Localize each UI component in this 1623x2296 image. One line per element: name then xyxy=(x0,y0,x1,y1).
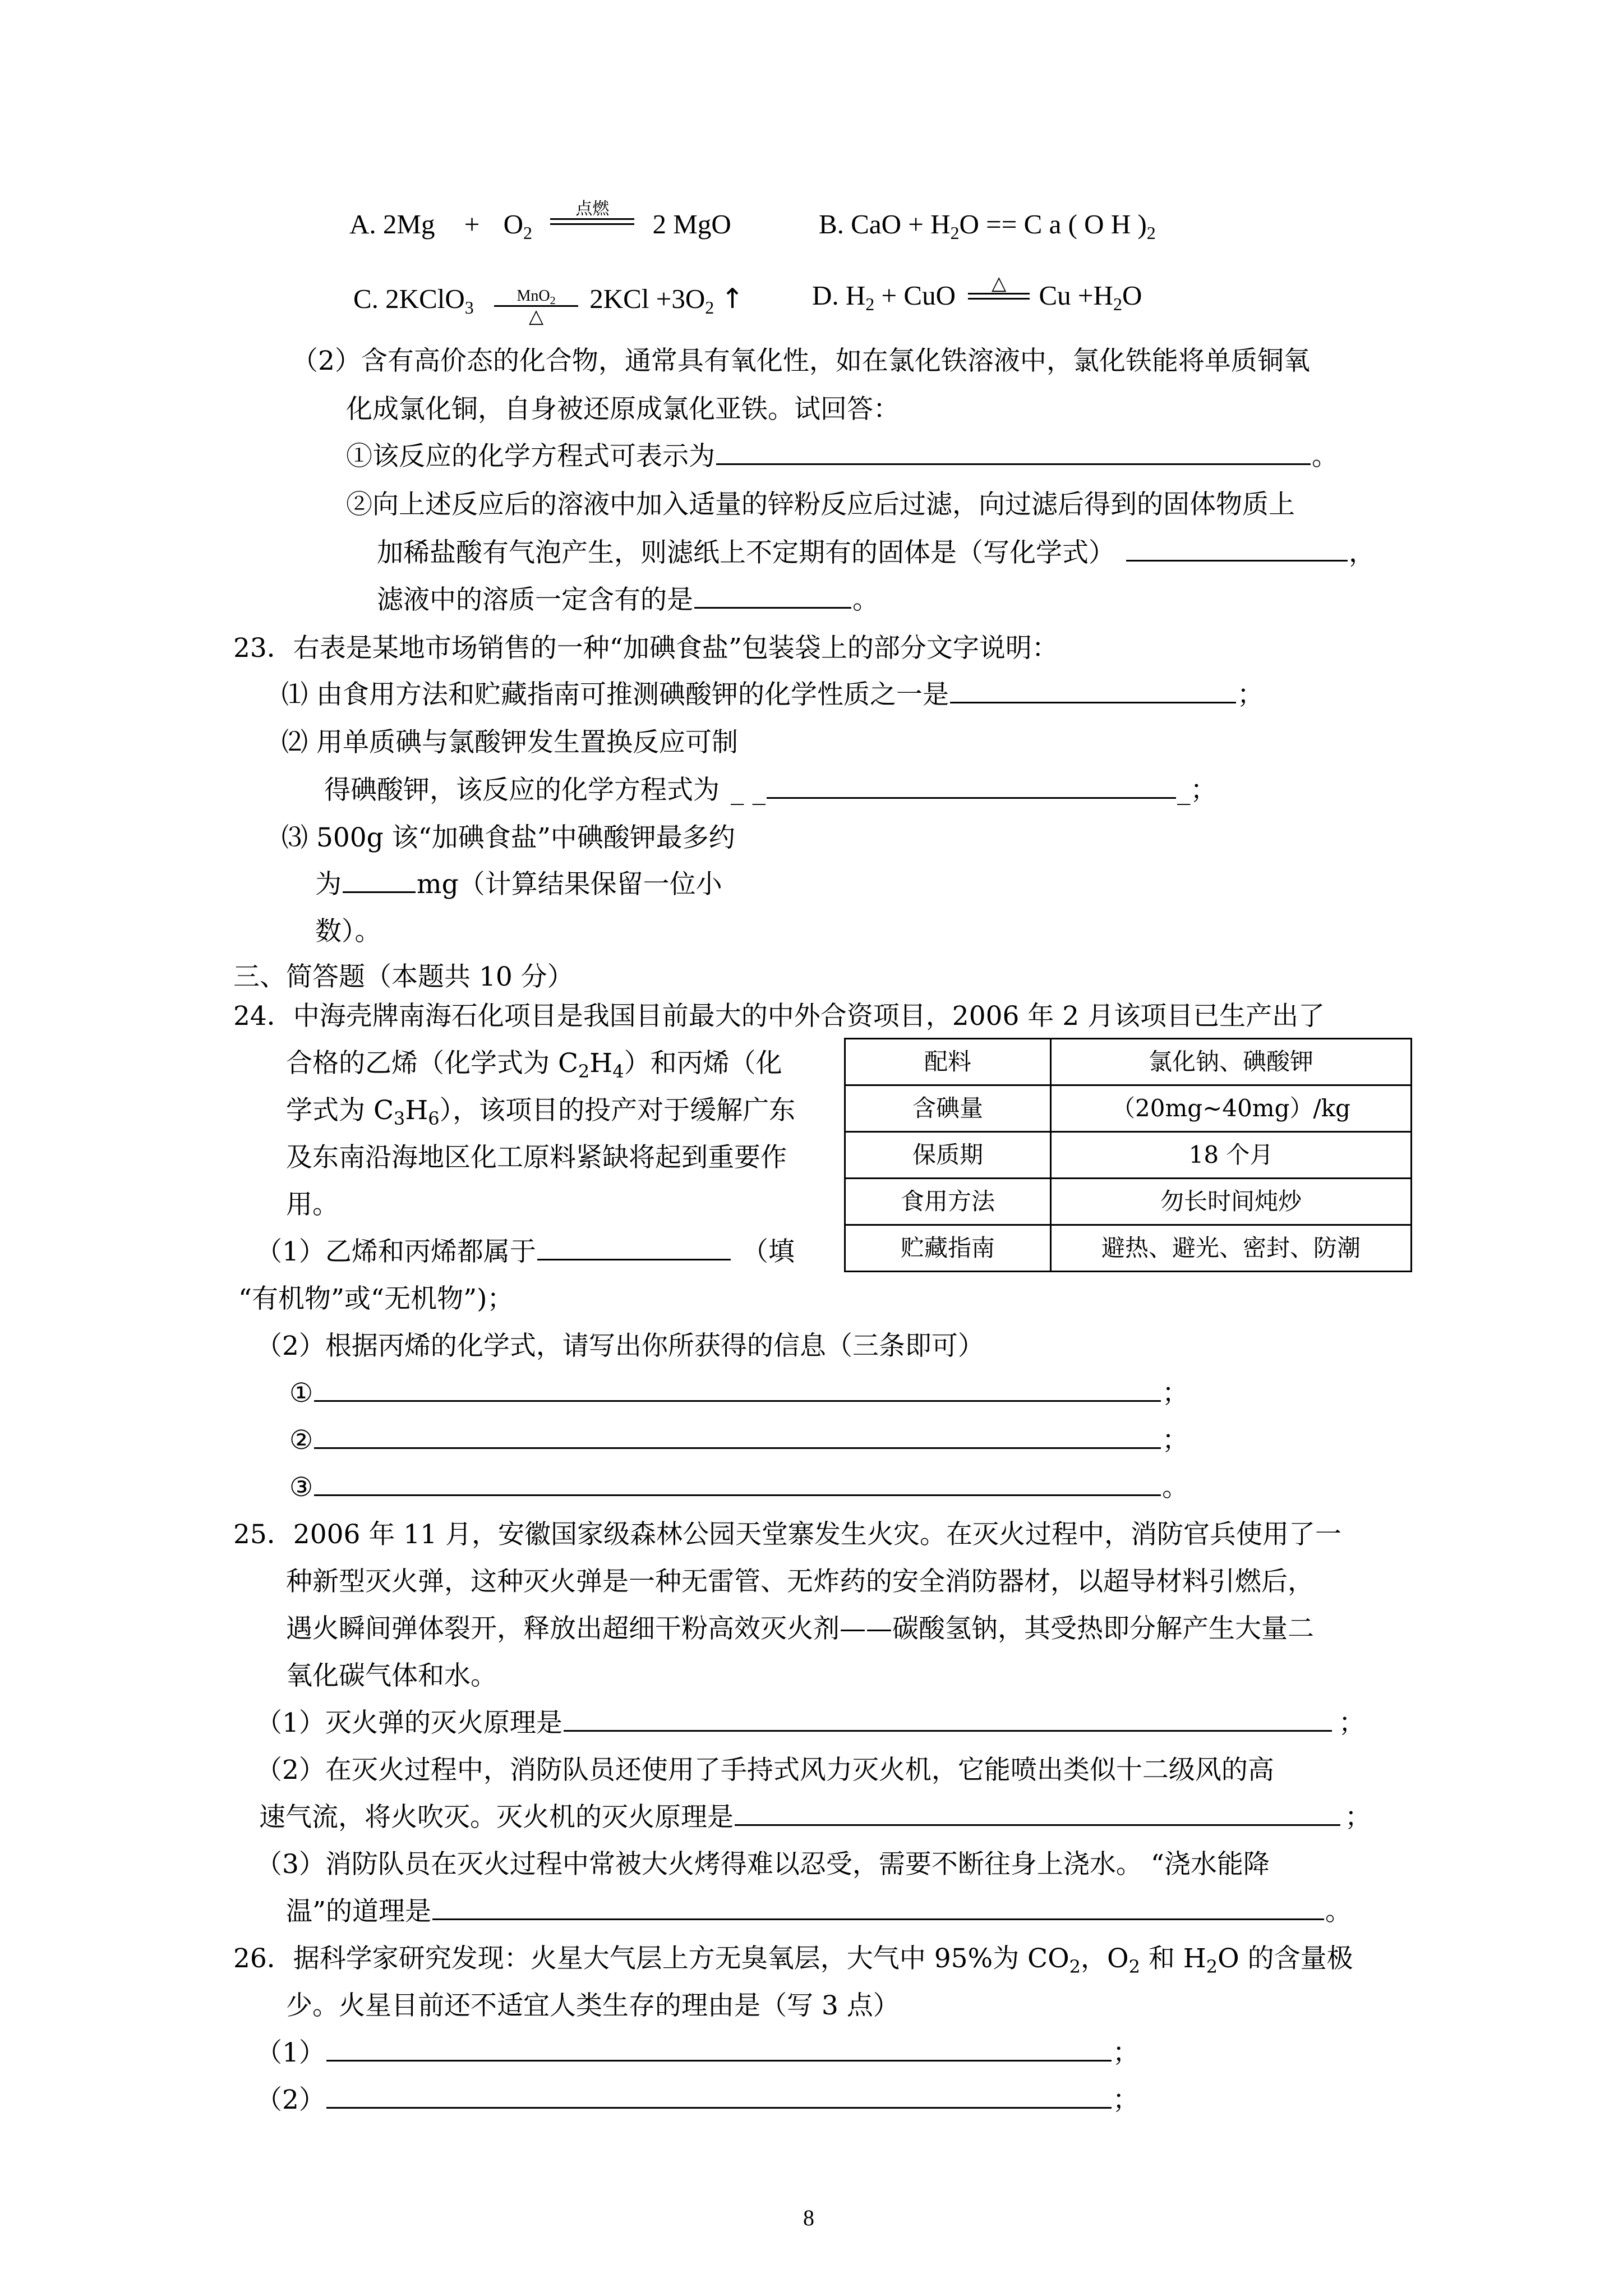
q22-option-c xyxy=(353,282,744,327)
table-key: 含碘量 xyxy=(845,1085,1051,1132)
q25-line4: 氧化碳气体和水。 xyxy=(286,1660,497,1691)
q25-p1-end: ； xyxy=(1338,1708,1365,1738)
table-key: 贮藏指南 xyxy=(845,1225,1051,1272)
table-value: 氯化钠、碘酸钾 xyxy=(1051,1039,1412,1085)
q22-c-cond-bottom: △ xyxy=(528,306,544,327)
q25-p1-text: （1）灭火弹的灭火原理是 xyxy=(256,1708,562,1738)
q22-sub1-answer-blank[interactable] xyxy=(716,463,1311,465)
q24-item1-end: ； xyxy=(1162,1378,1189,1409)
q26-p2-end: ； xyxy=(1112,2085,1139,2115)
q22-a-cond-text: 点燃 xyxy=(575,199,610,219)
q24-line3-b: H xyxy=(405,1095,428,1126)
q22-b-label: B. CaO + H xyxy=(819,209,951,240)
q26-part2 xyxy=(256,2087,1139,2113)
q24-line3-c: ），该项目的投产对于缓解广东 xyxy=(439,1095,796,1126)
q24-item2-blank[interactable] xyxy=(314,1447,1161,1449)
q24-part1 xyxy=(256,1236,795,1267)
q22-c-cond-sub: 2 xyxy=(550,295,556,307)
q22-sub2-text: 加稀盐酸有气泡产生，则滤纸上不定期有的固体是（写化学式） xyxy=(377,537,1115,568)
q22-part2-sub2-line1: ②向上述反应后的溶液中加入适量的锌粉反应后过滤，向过滤后得到的固体物质上 xyxy=(346,489,1295,520)
q22-part2-line2: 化成氯化铜，自身被还原成氯化亚铁。试回答： xyxy=(346,394,900,425)
q24-part2: （2）根据丙烯的化学式，请写出你所获得的信息（三条即可） xyxy=(256,1331,984,1361)
q22-a-plus: + xyxy=(464,209,480,240)
q24-line5: 用。 xyxy=(286,1189,339,1220)
q25-part1 xyxy=(256,1710,1365,1736)
q22-c-reaction-condition xyxy=(494,287,578,327)
q26-p1-marker: （1） xyxy=(256,2037,325,2068)
q26-p1-end: ； xyxy=(1112,2037,1139,2068)
q22-a-reaction-condition xyxy=(550,200,634,225)
q23-p3-b: mg（计算结果保留一位小 xyxy=(417,869,722,900)
q22-sub2-line3-end: 。 xyxy=(852,585,879,615)
q26-part1 xyxy=(256,2037,1139,2068)
q25-part2-line1: （2）在灭火过程中，消防队员还使用了手持式风力灭火机，它能喷出类似十二级风的高 xyxy=(256,1755,1274,1786)
q24-line2-sub2: 4 xyxy=(612,1061,624,1082)
q23-part2-line2 xyxy=(324,775,1217,806)
table-key: 配料 xyxy=(845,1039,1051,1085)
q23-p3-blank[interactable] xyxy=(343,891,416,893)
table-row xyxy=(845,1225,1412,1272)
q22-sub2-solute-blank[interactable] xyxy=(694,606,851,609)
q22-c-product-sub: 2 xyxy=(705,297,714,318)
q23-p2-end: _； xyxy=(1177,775,1217,806)
table-row xyxy=(845,1179,1412,1225)
q22-part2-line1: （2）含有高价态的化合物，通常具有氧化性，如在氯化铁溶液中，氯化铁能将单质铜氧 xyxy=(292,346,1310,376)
table-key: 保质期 xyxy=(845,1132,1051,1179)
q22-d-product-sub: 2 xyxy=(1113,294,1122,314)
q24-item2-marker: ② xyxy=(289,1425,313,1456)
q22-option-d xyxy=(812,273,1142,314)
q24-line1: 24．中海壳牌南海石化项目是我国目前最大的中外合资项目，2006 年 2 月该项目已生产出了 xyxy=(233,1001,1325,1032)
q25-p3-blank[interactable] xyxy=(432,1918,1324,1920)
q22-d-label: D. H xyxy=(812,280,866,311)
q23-p1-blank[interactable] xyxy=(950,701,1236,703)
q25-line3: 遇火瞬间弹体裂开，释放出超细干粉高效灭火剂——碳酸氢钠，其受热即分解产生大量二 xyxy=(286,1613,1314,1644)
q22-d-h-sub: 2 xyxy=(865,294,875,314)
q26-line1-sub1: 2 xyxy=(1069,1956,1081,1977)
q25-p1-blank[interactable] xyxy=(564,1729,1332,1732)
q22-d-cond-text: △ xyxy=(992,273,1007,294)
q24-line2-c: ）和丙烯（化 xyxy=(624,1048,782,1079)
q22-b-sub: 2 xyxy=(1146,223,1156,243)
q23-part3-line2 xyxy=(315,871,722,898)
q22-a-label: A. 2Mg xyxy=(349,209,435,240)
q26-line2: 少。火星目前还不适宜人类生存的理由是（写 3 点） xyxy=(286,1990,900,2021)
q23-p2-mark: _ _ xyxy=(731,775,766,806)
q24-part1-line2: “有机物”或“无机物”)； xyxy=(238,1283,514,1314)
q25-p2-blank[interactable] xyxy=(735,1824,1340,1826)
q24-item1-blank[interactable] xyxy=(314,1400,1161,1402)
q23-p1-text: ⑴ 由食用方法和贮藏指南可推测碘酸钾的化学性质之一是 xyxy=(282,679,949,710)
q25-p3-text: 温”的道理是 xyxy=(286,1896,432,1927)
q22-c-sub: 3 xyxy=(464,297,474,318)
q24-line3-a: 学式为 C xyxy=(286,1095,394,1126)
table-row xyxy=(845,1039,1412,1085)
q24-line2 xyxy=(286,1048,782,1082)
q24-line2-sub1: 2 xyxy=(578,1061,590,1082)
q22-sub2-solid-blank[interactable] xyxy=(1126,559,1348,562)
q26-line1-sub2: 2 xyxy=(1128,1956,1140,1977)
q24-line2-b: H xyxy=(589,1048,613,1079)
q26-line1-sub3: 2 xyxy=(1206,1956,1218,1977)
q25-p2-text: 速气流，将火吹灭。灭火机的灭火原理是 xyxy=(259,1802,734,1833)
q26-line1-c: 和 H xyxy=(1140,1943,1206,1974)
q24-line3-sub2: 6 xyxy=(428,1108,440,1129)
q22-part2-sub2-line2 xyxy=(377,537,1375,568)
q25-p3-end: 。 xyxy=(1325,1896,1352,1927)
q24-line4: 及东南沿海地区化工原料紧缺将起到重要作 xyxy=(286,1142,787,1173)
q22-sub2-end: ， xyxy=(1349,537,1375,568)
q24-line3 xyxy=(286,1095,796,1129)
q24-item3-marker: ③ xyxy=(289,1472,313,1503)
q24-item2 xyxy=(289,1425,1189,1456)
q24-line2-a: 合格的乙烯（化学式为 C xyxy=(286,1048,578,1079)
table-row xyxy=(845,1085,1412,1132)
q24-p1-text: （1）乙烯和丙烯都属于 xyxy=(256,1236,536,1267)
q23-p3-a: 为 xyxy=(315,869,342,900)
q24-item1-marker: ① xyxy=(289,1378,313,1409)
q26-p2-blank[interactable] xyxy=(326,2106,1112,2109)
table-value: （20mg~40mg）/kg xyxy=(1051,1085,1412,1132)
q22-part2-sub2-line3 xyxy=(377,587,879,613)
q23-p2-text: 得碘酸钾，该反应的化学方程式为 xyxy=(324,775,720,806)
q22-c-product: 2KCl +3O xyxy=(589,283,706,314)
q22-sub1-end: 。 xyxy=(1312,441,1338,472)
page-number: 8 xyxy=(803,2205,814,2230)
q25-line2: 种新型灭火弹，这种灭火弹是一种无雷管、无炸药的安全消防器材，以超导材料引燃后， xyxy=(286,1566,1314,1597)
q22-option-b xyxy=(819,209,1156,243)
q22-d-reaction-condition xyxy=(968,275,1030,300)
q24-item3-end: 。 xyxy=(1162,1472,1189,1503)
q22-c-cond-text: MnO xyxy=(517,287,550,305)
q24-item3 xyxy=(289,1474,1188,1501)
q26-line1-d: O 的含量极 xyxy=(1218,1943,1353,1974)
salt-info-table xyxy=(844,1038,1412,1272)
q25-p2-end: ； xyxy=(1345,1802,1371,1833)
q26-p2-marker: （2） xyxy=(256,2085,325,2115)
q26-line1-b: ，O xyxy=(1081,1943,1129,1974)
q26-p1-blank[interactable] xyxy=(326,2059,1112,2062)
table-value: 18 个月 xyxy=(1051,1132,1412,1179)
q23-p2-blank[interactable] xyxy=(767,797,1176,799)
table-row xyxy=(845,1132,1412,1179)
q23-part3-line3: 数）。 xyxy=(315,916,381,947)
q22-a-o-sub: 2 xyxy=(523,223,532,243)
q26-line1-a: 26．据科学家研究发现：火星大气层上方无臭氧层，大气中 95%为 CO xyxy=(233,1943,1069,1974)
section3-title: 三、简答题（本题共 10 分） xyxy=(233,961,574,992)
q24-line3-sub1: 3 xyxy=(393,1108,405,1129)
q22-c-arrow: ↑ xyxy=(721,282,744,315)
table-value: 勿长时间炖炒 xyxy=(1051,1179,1412,1225)
q22-b-rest: O == C a ( O H ) xyxy=(959,209,1147,240)
q23-part3-line1: ⑶ 500g 该“加碘食盐”中碘酸钾最多约 xyxy=(282,822,735,853)
q22-d-rest: + CuO xyxy=(874,280,956,311)
q22-a-o: O xyxy=(503,209,523,240)
q24-p1-blank[interactable] xyxy=(537,1258,731,1260)
q23-stem: 23．右表是某地市场销售的一种“加碘食盐”包装袋上的部分文字说明： xyxy=(233,633,1058,664)
q22-c-label: C. 2KClO xyxy=(353,283,465,314)
q22-a-product: 2 MgO xyxy=(652,209,731,240)
table-value: 避热、避光、密封、防潮 xyxy=(1051,1225,1412,1272)
q25-part2-line2 xyxy=(259,1802,1371,1833)
q25-part3-line2 xyxy=(286,1898,1352,1925)
q24-p1-end: （填 xyxy=(741,1236,795,1267)
q24-item3-blank[interactable] xyxy=(314,1494,1161,1496)
q22-part2-sub1 xyxy=(346,443,1338,470)
q22-sub2-line3-text: 滤液中的溶质一定含有的是 xyxy=(377,585,693,615)
q22-sub1-text: ①该反应的化学方程式可表示为 xyxy=(346,441,715,472)
q23-p1-end: ； xyxy=(1237,679,1264,710)
q25-part3-line1: （3）消防队员在灭火过程中常被大火烤得难以忍受，需要不断往身上浇水。 “浇水能降 xyxy=(256,1849,1270,1880)
q23-part2-line1: ⑵ 用单质碘与氯酸钾发生置换反应可制 xyxy=(282,727,738,758)
q22-b-h-sub: 2 xyxy=(950,223,960,243)
q23-part1 xyxy=(282,679,1264,710)
q22-d-product: Cu +H xyxy=(1039,280,1113,311)
q22-option-a xyxy=(349,199,731,243)
q22-a-equals-bar xyxy=(550,218,634,225)
q24-item2-end: ； xyxy=(1162,1425,1189,1456)
q22-d-tail: O xyxy=(1122,280,1142,311)
q25-line1: 25．2006 年 11 月，安徽国家级森林公园天堂寨发生火灾。在灭火过程中，消防官兵使用了一 xyxy=(233,1519,1342,1550)
table-key: 食用方法 xyxy=(845,1179,1051,1225)
q24-item1 xyxy=(289,1378,1189,1409)
q26-line1 xyxy=(233,1943,1353,1977)
